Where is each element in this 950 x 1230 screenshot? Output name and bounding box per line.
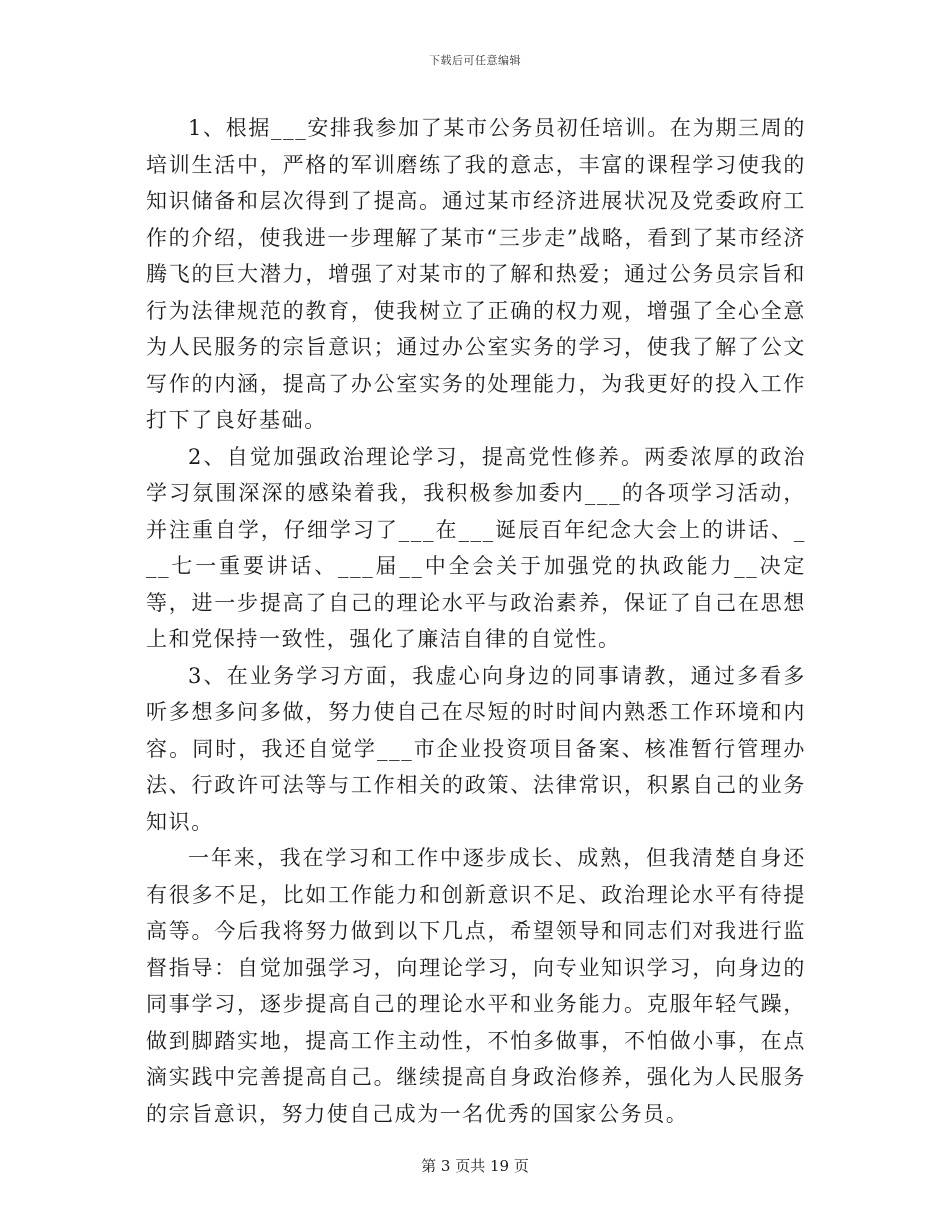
page-number: 第 3 页共 19 页 (421, 1157, 529, 1175)
page-header: 下载后可任意编辑 (429, 54, 521, 67)
paragraph-business-study: 3、在业务学习方面，我虚心向身边的同事请教，通过多看多听多想多问多做，努力使自己在尽短的时时间内熟悉工作环境和内容。同时，我还自觉学___市企业投资项目备案、核准暂行管理办法、行政许可法等与工作相关的政策、法律常识，积累自己的业务知识。 (146, 663, 806, 834)
paragraph-summary: 一年来，我在学习和工作中逐步成长、成熟，但我清楚自身还有很多不足，比如工作能力和创新意识不足、政治理论水平有待提高等。今后我将努力做到以下几点，希望领导和同志们对我进行监督指导：自觉加强学习，向理论学习，向专业知识学习，向身边的同事学习，逐步提高自己的理论水平和业务能力。克服年轻气躁，做到脚踏实地，提高工作主动性，不怕多做事，不怕做小事，在点滴实践中完善提高自己。继续提高自身政治修养，强化为人民服务的宗旨意识，努力使自己成为一名优秀的国家公务员。 (146, 846, 806, 1126)
paragraph-political-study: 2、自觉加强政治理论学习，提高党性修养。两委浓厚的政治学习氛围深深的感染着我，我积极参加委内___的各项学习活动，并注重自学，仔细学习了___在___诞辰百年纪念大会上的讲话、___七一重要讲话、___届__中全会关于加强党的执政能力__决定等，进一步提高了自己的理论水平与政治素养，保证了自己在思想上和党保持一致性，强化了廉洁自律的自觉性。 (146, 444, 806, 651)
paragraph-training: 1、根据___安排我参加了某市公务员初任培训。在为期三周的培训生活中，严格的军训磨练了我的意志，丰富的课程学习使我的知识储备和层次得到了提高。通过某市经济进展状况及党委政府工作的介绍，使我进一步理解了某市“三步走”战略，看到了某市经济腾飞的巨大潜力，增强了对某市的了解和热爱；通过公务员宗旨和行为法律规范的教育，使我树立了正确的权力观，增强了全心全意为人民服务的宗旨意识；通过办公室实务的学习，使我了解了公文写作的内涵，提高了办公室实务的处理能力，为我更好的投入工作打下了良好基础。 (146, 116, 806, 432)
document-body (146, 110, 806, 1132)
